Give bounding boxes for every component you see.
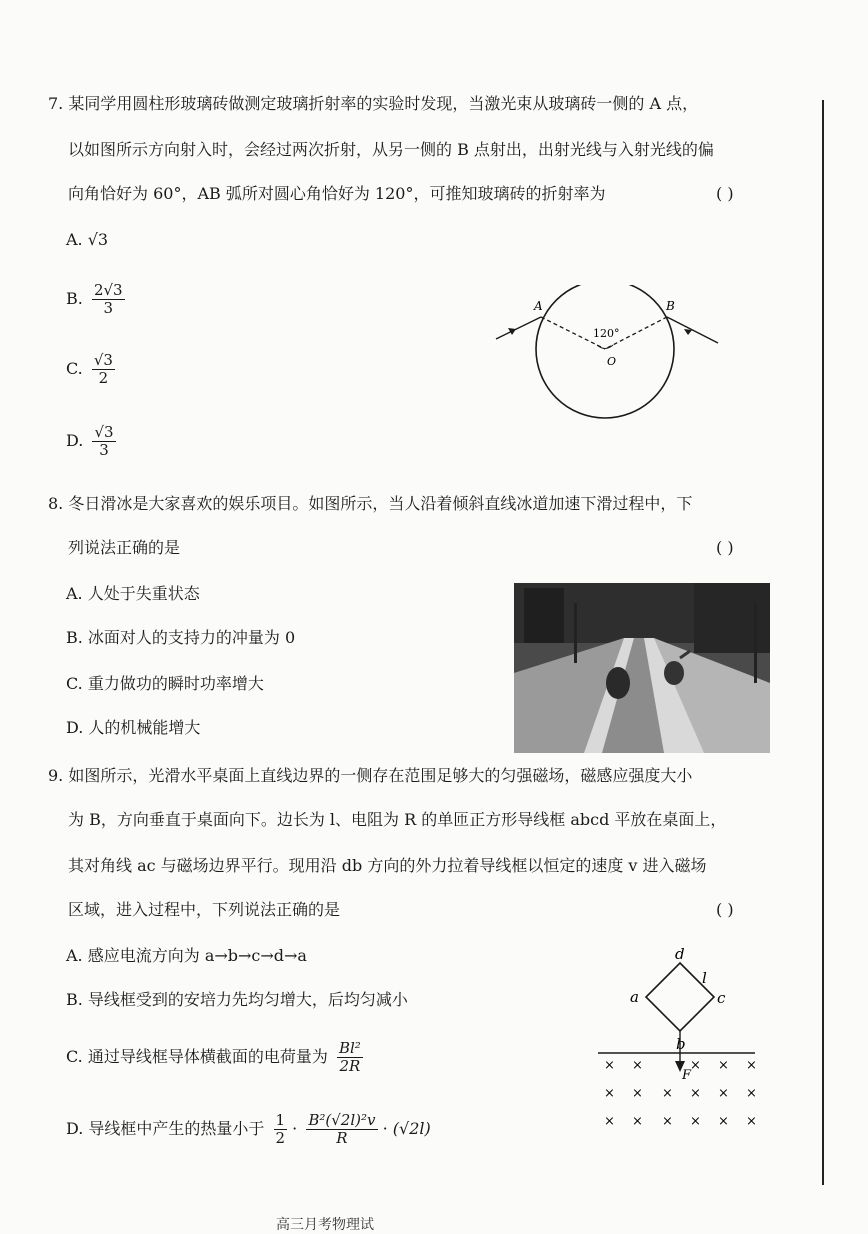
q9-option-c-text: C. 通过导线框导体横截面的电荷量为 <box>66 1047 328 1066</box>
q9-option-d-f2-num: B²(√2l)²v <box>308 1111 376 1129</box>
q9-option-d <box>66 1112 431 1147</box>
label-d: d <box>675 945 685 963</box>
q9-field-figure <box>590 945 765 1135</box>
label-c: c <box>717 989 726 1007</box>
field-cross-icon: × <box>746 1086 757 1101</box>
q9-option-d-dot-2: · <box>382 1119 388 1138</box>
field-cross-icon: × <box>718 1058 729 1073</box>
q8-option-a: A. 人处于失重状态 <box>66 584 200 603</box>
q9-option-b: B. 导线框受到的安培力先均匀增大，后均匀减小 <box>66 990 408 1009</box>
label-angle: 120° <box>593 327 620 340</box>
q7-option-c <box>66 352 115 387</box>
q9-option-d-f2-den: R <box>336 1129 348 1147</box>
q7-option-c-label: C. <box>66 359 83 378</box>
q9-line-4: 区域，进入过程中，下列说法正确的是 <box>68 900 341 919</box>
q7-line-3: 向角恰好为 60°，AB 弧所对圆心角恰好为 120°，可推知玻璃砖的折射率为 <box>68 184 606 203</box>
field-cross-icon: × <box>690 1058 701 1073</box>
q7-line-2: 以如图所示方向射入时，会经过两次折射，从另一侧的 B 点射出，出射光线与入射光线的偏 <box>68 140 714 159</box>
field-cross-icon: × <box>604 1086 615 1101</box>
q9-line-1: 9. 如图所示，光滑水平桌面上直线边界的一侧存在范围足够大的匀强磁场，磁感应强度大小 <box>48 766 693 785</box>
q8-option-c: C. 重力做功的瞬时功率增大 <box>66 674 264 693</box>
q9-option-c-den: 2R <box>339 1057 361 1075</box>
q7-line-1: 7. 某同学用圆柱形玻璃砖做测定玻璃折射率的实验时发现，当激光束从玻璃砖一侧的 A 点， <box>48 94 699 113</box>
q9-option-d-fraction-2 <box>306 1112 377 1147</box>
label-b: B <box>666 299 675 313</box>
q8-line-2: 列说法正确的是 <box>68 538 181 557</box>
field-cross-icon: × <box>718 1086 729 1101</box>
q9-answer-paren: ( ) <box>716 900 734 919</box>
q8-option-b: B. 冰面对人的支持力的冲量为 0 <box>66 628 296 647</box>
field-cross-icon: × <box>632 1058 643 1073</box>
label-f: F <box>682 1068 692 1083</box>
q7-option-d-fraction <box>92 424 115 459</box>
q7-option-d <box>66 424 116 459</box>
q9-line-2: 为 B，方向垂直于桌面向下。边长为 l、电阻为 R 的单匝正方形导线框 abcd 平放在桌面上， <box>68 810 727 829</box>
q9-option-d-text: D. 导线框中产生的热量小于 <box>66 1119 265 1138</box>
q7-option-a-label: A. <box>66 230 83 249</box>
field-cross-icon: × <box>632 1114 643 1129</box>
q7-option-c-fraction <box>92 352 115 387</box>
q9-option-c <box>66 1040 363 1075</box>
q7-answer-paren: ( ) <box>716 184 734 203</box>
glass-circle <box>536 285 674 418</box>
q7-option-c-num: √3 <box>93 351 113 369</box>
field-cross-icon: × <box>746 1114 757 1129</box>
q7-option-a-value: √3 <box>87 230 109 249</box>
field-cross-icon: × <box>746 1058 757 1073</box>
field-cross-icon: × <box>690 1086 701 1101</box>
q7-option-d-den: 3 <box>99 441 109 459</box>
q9-option-a: A. 感应电流方向为 a→b→c→d→a <box>66 946 307 965</box>
label-o: O <box>607 355 617 368</box>
label-b: b <box>676 1035 686 1053</box>
emergent-ray <box>667 317 718 343</box>
field-cross-icon: × <box>604 1058 615 1073</box>
q9-option-d-fraction-1 <box>274 1112 288 1147</box>
label-a: a <box>630 988 639 1006</box>
q7-option-b <box>66 282 125 317</box>
page-margin-line <box>822 100 824 1185</box>
field-cross-icon: × <box>662 1086 673 1101</box>
page-footer: 高三月考物理试 <box>276 1217 374 1233</box>
q8-line-1: 8. 冬日滑冰是大家喜欢的娱乐项目。如图所示，当人沿着倾斜直线冰道加速下滑过程中，下 <box>48 494 693 513</box>
q7-option-d-label: D. <box>66 431 84 450</box>
q8-answer-paren: ( ) <box>716 538 734 557</box>
emergent-arrow-icon <box>684 329 692 335</box>
ice-slide-photo <box>514 583 770 753</box>
q9-option-d-tail: (√2l) <box>392 1119 431 1138</box>
q9-line-3: 其对角线 ac 与磁场边界平行。现用沿 db 方向的外力拉着导线框以恒定的速度 v 进入磁场 <box>68 856 707 875</box>
q7-circle-figure <box>490 285 730 420</box>
field-cross-icon: × <box>604 1114 615 1129</box>
q9-option-c-num: Bl² <box>338 1039 361 1057</box>
q7-option-a <box>66 230 108 250</box>
field-cross-icon: × <box>690 1114 701 1129</box>
q7-option-b-label: B. <box>66 289 83 308</box>
field-cross-icon: × <box>662 1114 673 1129</box>
q9-option-d-f1-num: 1 <box>275 1111 286 1129</box>
q9-option-d-dot-1: · <box>292 1119 298 1138</box>
q7-option-b-den: 3 <box>103 299 114 317</box>
q7-option-b-fraction <box>92 282 125 317</box>
field-cross-icon: × <box>632 1086 643 1101</box>
label-l: l <box>702 969 707 987</box>
field-cross-icon: × <box>718 1114 729 1129</box>
incident-arrow-icon <box>508 328 516 335</box>
ice-slide-scene <box>514 583 770 753</box>
q7-option-d-num: √3 <box>94 423 114 441</box>
q9-option-d-f1-den: 2 <box>275 1129 286 1147</box>
q7-option-c-den: 2 <box>98 369 109 387</box>
q8-option-d: D. 人的机械能增大 <box>66 718 201 737</box>
incident-ray <box>496 317 541 339</box>
label-a: A <box>534 299 543 313</box>
q9-option-c-fraction <box>337 1040 363 1075</box>
q7-option-b-num: 2√3 <box>93 281 123 299</box>
